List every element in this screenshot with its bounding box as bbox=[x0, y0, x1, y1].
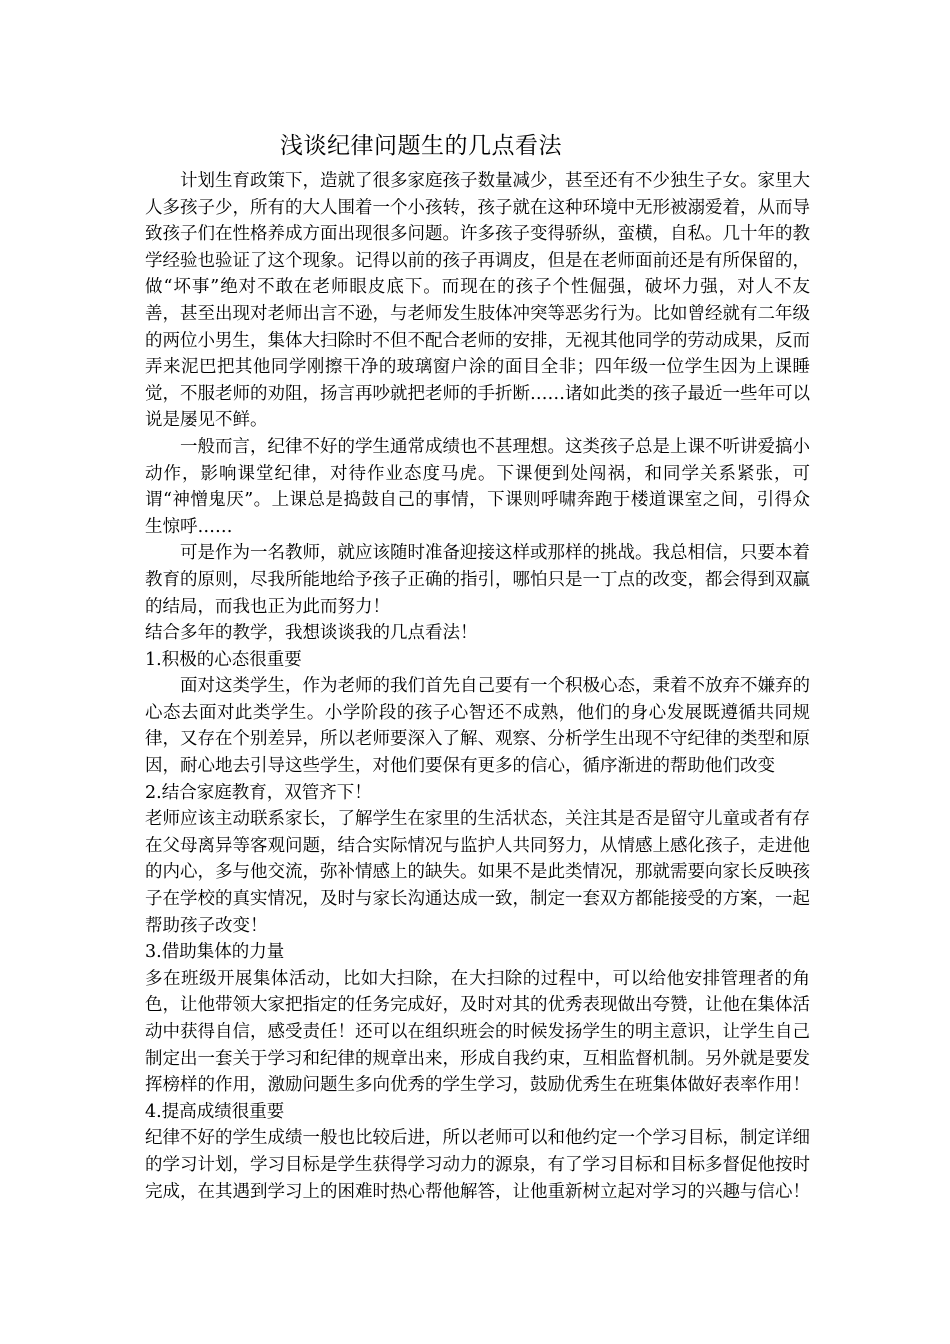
section-2-body: 老师应该主动联系家长，了解学生在家里的生活状态，关注其是否是留守儿童或者有存在父母离异等客观问题，结合实际情况与监护人共同努力，从情感上感化孩子，走进他的内心，多与他交流，弥补情感上的缺失。如果不是此类情况，那就需要向家长反映孩子在学校的真实情况，及时与家长沟通达成一致，制定一套双方都能接受的方案，一起帮助孩子改变！ bbox=[145, 809, 810, 936]
intro-paragraph-3: 可是作为一名教师，就应该随时准备迎接这样或那样的挑战。我总相信，只要本着教育的原则，尽我所能地给予孩子正确的指引，哪怕只是一丁点的改变，都会得到双赢的结局，而我也正为此而努力！ bbox=[145, 543, 810, 617]
intro-paragraph-1: 计划生育政策下，造就了很多家庭孩子数量减少，甚至还有不少独生子女。家里大人多孩子少，所有的大人围着一个小孩转，孩子就在这种环境中无形被溺爱着，从而导致孩子们在性格养成方面出现很多问题。许多孩子变得骄纵，蛮横，自私。几十年的教学经验也验证了这个现象。记得以前的孩子再调皮，但是在老师面前还是有所保留的，做“坏事”绝对不敢在老师眼皮底下。而现在的孩子个性倔强，破坏力强，对人不友善，甚至出现对老师出言不逊，与老师发生肢体冲突等恶劣行为。比如曾经就有二年级的两位小男生，集体大扫除时不但不配合老师的安排，无视其他同学的劳动成果，反而弄来泥巴把其他同学刚擦干净的玻璃窗户涂的面目全非；四年级一位学生因为上课睡觉，不服老师的劝阻，扬言再吵就把老师的手折断……诸如此类的孩子最近一些年可以说是屡见不鲜。 bbox=[145, 171, 810, 431]
section-3-body: 多在班级开展集体活动，比如大扫除，在大扫除的过程中，可以给他安排管理者的角色，让他带领大家把指定的任务完成好，及时对其的优秀表现做出夸赞，让他在集体活动中获得自信，感受责任！还可以在组织班会的时候发扬学生的明主意识，让学生自己制定出一套关于学习和纪律的规章出来，形成自我约束，互相监督机制。另外就是要发挥榜样的作用，激励问题生多向优秀的学生学习，鼓励优秀生在班集体做好表率作用！ bbox=[145, 968, 810, 1096]
document-title: 浅谈纪律问题生的几点看法 bbox=[280, 133, 562, 159]
document-body bbox=[145, 130, 810, 1205]
section-1-heading: 1.积极的心态很重要 bbox=[145, 649, 302, 670]
views-intro-line: 结合多年的教学，我想谈谈我的几点看法！ bbox=[145, 623, 478, 644]
section-4-body: 纪律不好的学生成绩一般也比较后进，所以老师可以和他约定一个学习目标，制定详细的学习计划，学习目标是学生获得学习动力的源泉，有了学习目标和目标多督促他按时完成，在其遇到学习上的困难时热心帮他解答，让他重新树立起对学习的兴趣与信心！ bbox=[145, 1128, 810, 1202]
section-2-heading: 2.结合家庭教育，双管齐下！ bbox=[145, 782, 372, 803]
section-3-heading: 3.借助集体的力量 bbox=[145, 942, 285, 963]
section-1-body: 面对这类学生，作为老师的我们首先自己要有一个积极心态，秉着不放弃不嫌弃的心态去面对此类学生。小学阶段的孩子心智还不成熟，他们的身心发展既遵循共同规律，又存在个别差异，所以老师要深入了解、观察、分析学生出现不守纪律的类型和原因，耐心地去引导这些学生，对他们要保有更多的信心，循序渐进的帮助他们改变 bbox=[145, 676, 810, 777]
section-4-heading: 4.提高成绩很重要 bbox=[145, 1101, 285, 1122]
intro-paragraph-2: 一般而言，纪律不好的学生通常成绩也不甚理想。这类孩子总是上课不听讲爱搞小动作，影响课堂纪律，对待作业态度马虎。下课便到处闯祸，和同学关系紧张，可谓“神憎鬼厌”。上课总是捣鼓自己的事情，下课则呼啸奔跑于楼道课室之间，引得众生惊呼…… bbox=[145, 436, 810, 537]
